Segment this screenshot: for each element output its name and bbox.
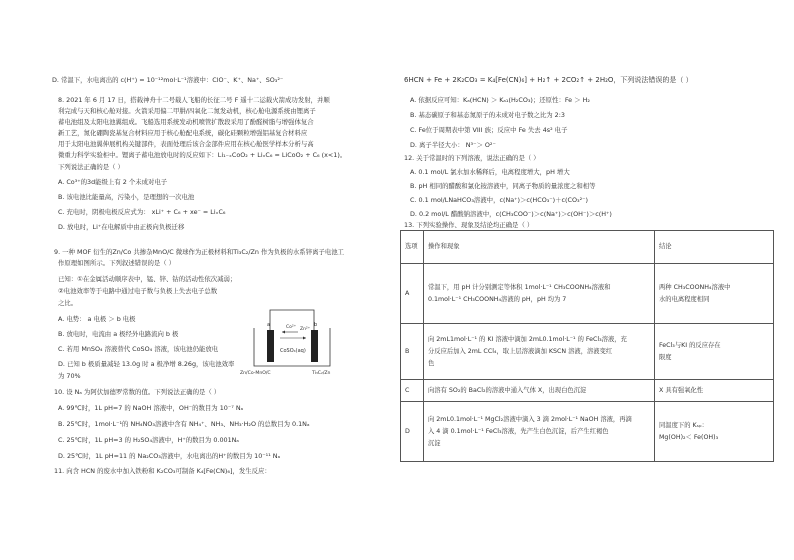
q10-option-a: A. 99℃时，1L pH=7 的 NaOH 溶液中，OH⁻的数目为 10⁻⁷ Nₐ bbox=[58, 404, 244, 412]
q10-option-c: C. 25℃时，1L pH=3 的 H₂SO₄溶液中，H⁺的数目为 0.001Nₐ bbox=[58, 436, 239, 444]
q8-option-a: A. Co³⁺的3d能级上有 2 个未成对电子 bbox=[58, 178, 168, 186]
cell-line: 向 2mL1mol·L⁻¹ 的 KI 溶液中滴加 2mL0.1mol·L⁻¹ 的 FeCl₃溶液，充 bbox=[428, 335, 627, 343]
row-conclusion bbox=[655, 402, 774, 462]
table-row bbox=[401, 380, 774, 402]
q9-line: ②电池效率等于电路中通过电子数与负极上失去电子总数 bbox=[58, 287, 218, 295]
q9-option-c: C. 若用 MnSO₄ 溶液替代 CoSO₄ 溶液，该电池仍能放电 bbox=[58, 345, 219, 353]
row-operation bbox=[424, 380, 655, 402]
q11-stem: 11. 向含 HCN 的废水中加入铁粉和 K₂CO₃可制备 K₄[Fe(CN)₆]，发生反应： bbox=[54, 467, 271, 475]
battery-diagram-svg bbox=[240, 302, 340, 376]
cell-line: Mg(OH)₂＜ Fe(OH)₃ bbox=[659, 433, 719, 441]
q9-option-d: D. 已知 b 极质量减轻 13.0g 时 a 极净增 8.26g，该电池效率 bbox=[58, 360, 235, 368]
q10-option-b: B. 25℃时，1mol·L⁻¹的 NH₄NO₃溶液中含有 NH₄⁺、NH₃、NH₃·H₂O 的总数目为 0.1Nₐ bbox=[58, 420, 310, 428]
q12-option-c: C. 0.1 mol/LNaHCO₃溶液中，c(Na⁺)＞c(HCO₃⁻)＋c(CO₃²⁻) bbox=[410, 196, 589, 204]
ion-co: Co²⁺ bbox=[286, 325, 297, 330]
q10-line: 10. 设 Nₐ 为阿伏加德罗常数的值。下列说法正确的是（ ） bbox=[54, 388, 221, 396]
q8-line: 下列说法正确的是（ ） bbox=[58, 163, 124, 171]
q9-option-b: B. 放电时，电流由 a 极经外电路流向 b 极 bbox=[58, 330, 179, 338]
q9-option-a: A. 电势： a 电极 ＞ b 电极 bbox=[58, 315, 136, 323]
ion-zn: Zn²⁺ bbox=[300, 327, 311, 332]
q9-line: 之比。 bbox=[58, 299, 78, 307]
q8-line: 新工艺，氮化硼陶瓷基复合材料应用于核心舱配电系统，碳化硅颗粒增强铝基复合材料应 bbox=[58, 129, 308, 137]
header-option: 选项 bbox=[401, 231, 424, 264]
row-conclusion bbox=[655, 324, 774, 380]
row-option: C bbox=[401, 380, 424, 402]
q11-option-d: D. 离子半径大小： N³⁻＞ O²⁻ bbox=[410, 141, 496, 149]
q9-line: 已知：①在金属活动顺序表中，锰、锌、钴的活动性依次减弱； bbox=[58, 275, 237, 283]
cell-line: 色 bbox=[428, 359, 435, 367]
q13-stem: 13. 下列实验操作、现象及结论均正确是（ ） bbox=[404, 221, 534, 229]
header-operation: 操作和现象 bbox=[424, 231, 655, 264]
arrow-head-icon bbox=[282, 331, 285, 334]
q7-option-d: D. 常温下，水电离出的 c(H⁺) = 10⁻¹²mol·L⁻¹溶液中：ClO⁻、K⁺、Na⁺、SO₃²⁻ bbox=[52, 76, 284, 84]
q9-line: 9. 一种 MOF 衍生的Zn/Co 共掺杂MnO/C 微球作为正极材料和Ti₃C₂/Zn 作为负极的水系锌离子电池工 bbox=[54, 248, 345, 256]
q8-line: 用于太阳电池翼伸展机构关键部件，表面处理后该合金部件应用在核心舱医学样本分析与高 bbox=[58, 140, 314, 148]
q12-stem: 12. 关于常温时的下列溶液，说法正确的是（ ） bbox=[404, 154, 540, 162]
table-row bbox=[401, 402, 774, 462]
cell-line: FeCl₃与KI 的反应存在 bbox=[659, 341, 721, 349]
table-row bbox=[401, 324, 774, 380]
row-operation bbox=[424, 324, 655, 380]
q8-option-b: B. 该电池比能量高，污染小，是理想的一次电池 bbox=[58, 193, 195, 201]
experiment-table bbox=[400, 230, 774, 462]
row-option: A bbox=[401, 264, 424, 324]
row-option: B bbox=[401, 324, 424, 380]
cell-line: X 具有强氧化性 bbox=[659, 386, 704, 394]
q12-option-b: B. pH 相同的醋酸和氯化铵溶液中，同离子物质的量浓度之和相等 bbox=[410, 182, 596, 190]
electrolyte-label: CoSO₄(aq) bbox=[280, 348, 306, 354]
q11-equation: 6HCN + Fe + 2K₂CO₃ = K₄[Fe(CN)₆] + H₂↑ + 2CO₂↑ + 2H₂O，下列说法错误的是（ ） bbox=[404, 76, 693, 84]
battery-diagram bbox=[240, 302, 340, 376]
q8-option-c: C. 充电时，阴极电极反应式为： xLi⁺ + C₆ + xe⁻ = LiₓC₆ bbox=[58, 208, 226, 216]
q11-option-b: B. 基态碳原子和基态氮原子的未成对电子数之比为 2:3 bbox=[410, 111, 565, 119]
row-conclusion bbox=[655, 264, 774, 324]
beaker bbox=[254, 328, 330, 366]
header-conclusion: 结论 bbox=[655, 231, 774, 264]
cell-line: 入 4 滴 0.1mol·L⁻¹ FeCl₃溶液，先产生白色沉淀，后产生红褐色 bbox=[428, 427, 609, 435]
q9-option-d-cont: 为 70% bbox=[58, 372, 81, 380]
cell-line: 同温度下的 Kₛₚ： bbox=[659, 421, 708, 429]
q11-option-a: A. 依据反应可知：Kₐ(HCN) ＞ Kₐ₁(H₂CO₃)；还原性：Fe ＞ H₂ bbox=[410, 96, 590, 104]
cell-line: 两种 CH₃COONH₄溶液中 bbox=[659, 283, 731, 291]
cell-line: 向溶有 SO₂的 BaCl₂的溶液中通入气体 X，出现白色沉淀 bbox=[428, 386, 587, 394]
label-a: a bbox=[267, 322, 271, 328]
arrow-head-icon bbox=[303, 337, 306, 340]
q10-option-d: D. 25℃时，1L pH=11 的 Na₂CO₃溶液中，水电离出的H⁺的数目为 10⁻¹¹ Nₐ bbox=[58, 452, 281, 460]
cell-line: 限度 bbox=[659, 353, 672, 361]
q12-option-a: A. 0.1 mol/L 氯水加水稀释后，电离程度增大，pH 增大 bbox=[410, 168, 570, 176]
electrode-b bbox=[311, 330, 318, 362]
q8-line: 蓄电池组及太阳电池翼组成。飞船选用系统发动机喷管扩散段采用了酚醛树脂与增强体复合 bbox=[58, 118, 314, 126]
cell-line: 分反应后加入 2mL CCl₄，取上层溶液滴加 KSCN 溶液，溶液变红 bbox=[428, 347, 613, 355]
row-operation bbox=[424, 402, 655, 462]
cell-line: 水的电离程度相同 bbox=[659, 295, 710, 303]
row-option: D bbox=[401, 402, 424, 462]
label-b: b bbox=[314, 322, 318, 328]
left-electrode-label: Zn/Co-MnO/C bbox=[240, 371, 271, 376]
q11-option-c: C. Fe位于周期表中第 VIII 族；反应中 Fe 失去 4s² 电子 bbox=[410, 126, 568, 134]
cell-line: 0.1mol·L⁻¹ CH₃COONH₄溶液的 pH，pH 均为 7 bbox=[428, 295, 567, 303]
q8-line: 8. 2021 年 6 月 17 日，搭载神舟十二号载人飞船的长征二号 F 遥十二运载火箭成功发射，并顺 bbox=[58, 96, 330, 104]
table-header-row bbox=[401, 231, 774, 264]
q8-line: 利完成与天和核心舱对接。火箭采用偏二甲肼/四氧化二氮发动机，核心舱电源系统由锂离子 bbox=[58, 107, 316, 115]
q9-line: 作原理如图所示。下列叙述错误的是（ ） bbox=[58, 259, 176, 267]
cell-line: 沉淀 bbox=[428, 439, 441, 447]
table-row bbox=[401, 264, 774, 324]
right-electrode-label: Ti₃C₂/Zn bbox=[312, 371, 331, 376]
cell-line: 常温下，用 pH 计分别测定等体积 1mol·L⁻¹ CH₃COONH₄溶液和 bbox=[428, 283, 611, 291]
cell-line: 向 2mL0.1mol·L⁻¹ MgCl₂溶液中滴入 3 滴 2mol·L⁻¹ NaOH 溶液，再滴 bbox=[428, 415, 632, 423]
q8-option-d: D. 放电时，Li⁺在电解质中由正极向负极迁移 bbox=[58, 223, 185, 231]
row-operation bbox=[424, 264, 655, 324]
q8-line: 微重力科学实验柜中。锂离子蓄电池放电时的反应如下：Li₁₋ₓCoO₂ + LiₓC₆ = LiCoO₂ + C₆ (x<1)。 bbox=[58, 151, 347, 159]
q12-option-d: D. 0.2 mol/L 醋酸钠溶液中，c(CH₃COO⁻)＞c(Na⁺)＞c(OH⁻)＞c(H⁺) bbox=[410, 210, 612, 218]
row-conclusion bbox=[655, 380, 774, 402]
electrode-a bbox=[267, 330, 274, 362]
